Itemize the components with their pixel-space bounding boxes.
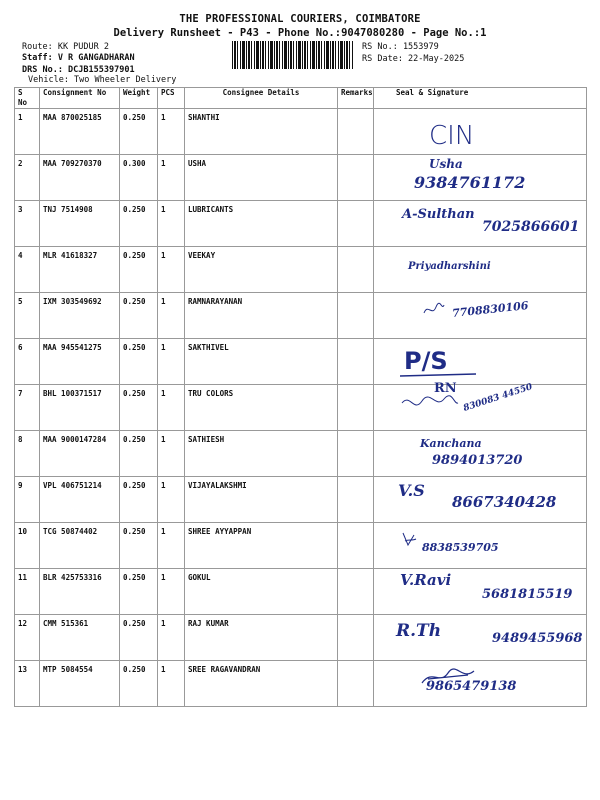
vehicle-label: Vehicle: Two Wheeler Delivery	[28, 75, 177, 85]
cell-pcs: 1	[158, 569, 185, 615]
cell-pcs: 1	[158, 201, 185, 247]
cell-signature	[374, 431, 587, 477]
company-title: THE PROFESSIONAL COURIERS, COIMBATORE	[179, 13, 421, 25]
cell-consignee: USHA	[185, 155, 338, 201]
cell-signature	[374, 339, 587, 385]
handwritten-phone: 5681815519	[482, 587, 573, 602]
handwritten-phone: 9489455968	[492, 631, 583, 646]
signature-scribble	[400, 391, 460, 415]
cell-sno: 3	[15, 201, 40, 247]
signature-text: Usha	[429, 157, 463, 171]
signature-text: Kanchana	[420, 437, 482, 450]
handwritten-phone: 8667340428	[452, 493, 557, 511]
handwritten-phone: 8838539705	[422, 541, 499, 554]
cell-consignee: SHANTHI	[185, 109, 338, 155]
cell-weight: 0.250	[120, 385, 158, 431]
cell-consignee: GOKUL	[185, 569, 338, 615]
signature-text: R.Th	[396, 621, 442, 641]
signature-text: Priyadharshini	[408, 261, 491, 272]
cell-weight: 0.300	[120, 155, 158, 201]
cell-remarks	[338, 201, 374, 247]
cell-consignment: MAA 870025185	[40, 109, 120, 155]
cell-remarks	[338, 431, 374, 477]
cell-remarks	[338, 339, 374, 385]
cell-weight: 0.250	[120, 615, 158, 661]
cell-weight: 0.250	[120, 201, 158, 247]
cell-remarks	[338, 293, 374, 339]
cell-remarks	[338, 109, 374, 155]
cell-weight: 0.250	[120, 247, 158, 293]
cell-signature	[374, 201, 587, 247]
cell-signature	[374, 477, 587, 523]
cell-signature	[374, 381, 587, 431]
cell-consignee: VEEKAY	[185, 247, 338, 293]
cell-consignee: SHREE AYYAPPAN	[185, 523, 338, 569]
table-row	[15, 431, 587, 477]
cell-remarks	[338, 477, 374, 523]
rs-number: RS No.: 1553979	[362, 42, 439, 52]
cell-weight: 0.250	[120, 431, 158, 477]
cell-consignee: SREE RAGAVANDRAN	[185, 661, 338, 707]
cell-signature	[374, 569, 587, 615]
handwritten-phone: 830083 44550	[462, 382, 534, 414]
handwritten-phone: 9894013720	[432, 453, 523, 468]
cell-sno: 10	[15, 523, 40, 569]
cell-sno: 1	[15, 109, 40, 155]
col-weight: Weight	[120, 88, 158, 109]
cell-weight: 0.250	[120, 569, 158, 615]
cell-sno: 12	[15, 615, 40, 661]
cell-consignee: SATHIESH	[185, 431, 338, 477]
cell-sno: 11	[15, 569, 40, 615]
cell-consignment: BLR 425753316	[40, 569, 120, 615]
cell-signature	[374, 293, 587, 339]
handwritten-phone: 9865479138	[426, 679, 517, 694]
cell-pcs: 1	[158, 661, 185, 707]
signature-text: P/S	[404, 347, 448, 375]
cell-signature	[374, 661, 587, 707]
table-row	[15, 477, 587, 523]
cell-pcs: 1	[158, 247, 185, 293]
cell-weight: 0.250	[120, 477, 158, 523]
handwritten-phone: 9384761172	[414, 173, 526, 192]
table-row	[15, 523, 587, 569]
table-row	[15, 109, 587, 155]
delivery-table	[14, 87, 587, 707]
signature-text: A-Sulthan	[402, 207, 475, 222]
cell-signature	[374, 109, 587, 155]
runsheet-subtitle: Delivery Runsheet - P43 - Phone No.:9047080280 - Page No.:1	[113, 27, 487, 39]
cell-signature	[374, 155, 587, 201]
signature-scribble	[422, 299, 446, 319]
signature-text: V.Ravi	[400, 571, 452, 589]
drs-number: DRS No.: DCJB155397901	[22, 65, 135, 75]
cell-consignment: MAA 9000147284	[40, 431, 120, 477]
cell-sno: 7	[15, 385, 40, 431]
cell-sno: 5	[15, 293, 40, 339]
table-row	[15, 569, 587, 615]
table-row	[15, 385, 587, 431]
cell-consignee: VIJAYALAKSHMI	[185, 477, 338, 523]
cell-weight: 0.250	[120, 293, 158, 339]
cell-weight: 0.250	[120, 109, 158, 155]
cell-consignment: CMM 515361	[40, 615, 120, 661]
rs-date: RS Date: 22-May-2025	[362, 54, 465, 64]
cell-pcs: 1	[158, 385, 185, 431]
cell-consignee: RAJ KUMAR	[185, 615, 338, 661]
cell-consignee: SAKTHIVEL	[185, 339, 338, 385]
cell-consignment: MTP 5084554	[40, 661, 120, 707]
cell-consignment: MLR 41618327	[40, 247, 120, 293]
cell-consignment: TCG 50874402	[40, 523, 120, 569]
cell-consignee: LUBRICANTS	[185, 201, 338, 247]
cell-remarks	[338, 247, 374, 293]
cell-remarks	[338, 523, 374, 569]
staff-label: Staff: V R GANGADHARAN	[22, 53, 135, 63]
col-consignee: Consignee Details	[185, 88, 338, 109]
table-row	[15, 615, 587, 661]
handwritten-phone: 7708830106	[451, 299, 530, 320]
signature-text: CIN	[429, 121, 475, 151]
table-row	[15, 293, 587, 339]
table-row	[15, 247, 587, 293]
cell-signature	[374, 523, 587, 569]
cell-sno: 2	[15, 155, 40, 201]
underline-stroke	[398, 371, 478, 381]
remark-text: RN	[434, 381, 457, 396]
cell-signature	[374, 247, 587, 293]
table-row	[15, 201, 587, 247]
cell-consignment: IXM 303549692	[40, 293, 120, 339]
cell-consignment: BHL 100371517	[40, 385, 120, 431]
cell-consignment: MAA 709270370	[40, 155, 120, 201]
cell-remarks	[338, 615, 374, 661]
col-sno: S No	[15, 88, 40, 109]
table-row	[15, 339, 587, 385]
barcode-image	[232, 41, 354, 69]
cell-pcs: 1	[158, 339, 185, 385]
cell-sno: 6	[15, 339, 40, 385]
cell-remarks	[338, 661, 374, 707]
cell-sno: 8	[15, 431, 40, 477]
cell-weight: 0.250	[120, 339, 158, 385]
cell-consignee: TRU COLORS	[185, 385, 338, 431]
cell-sno: 9	[15, 477, 40, 523]
col-pcs: PCS	[158, 88, 185, 109]
cell-weight: 0.250	[120, 523, 158, 569]
cell-consignee: RAMNARAYANAN	[185, 293, 338, 339]
table-row	[15, 661, 587, 707]
cell-pcs: 1	[158, 477, 185, 523]
cell-pcs: 1	[158, 155, 185, 201]
cell-consignment: VPL 406751214	[40, 477, 120, 523]
cell-consignment: MAA 945541275	[40, 339, 120, 385]
col-remarks: Remarks	[338, 88, 374, 109]
route-label: Route: KK PUDUR 2	[22, 42, 109, 52]
cell-remarks	[338, 569, 374, 615]
signature-text: V.S	[398, 481, 425, 500]
cell-sno: 4	[15, 247, 40, 293]
col-consignment: Consignment No	[40, 88, 120, 109]
cell-remarks	[338, 385, 374, 431]
cell-remarks	[338, 155, 374, 201]
signature-scribble	[400, 529, 418, 549]
cell-pcs: 1	[158, 293, 185, 339]
cell-pcs: 1	[158, 523, 185, 569]
handwritten-phone: 7025866601	[482, 219, 580, 235]
cell-weight: 0.250	[120, 661, 158, 707]
cell-signature	[374, 615, 587, 661]
cell-sno: 13	[15, 661, 40, 707]
table-header-row	[15, 88, 587, 109]
cell-pcs: 1	[158, 109, 185, 155]
cell-pcs: 1	[158, 615, 185, 661]
col-signature: Seal & Signature	[374, 88, 587, 109]
cell-consignment: TNJ 7514908	[40, 201, 120, 247]
table-row	[15, 155, 587, 201]
cell-pcs: 1	[158, 431, 185, 477]
